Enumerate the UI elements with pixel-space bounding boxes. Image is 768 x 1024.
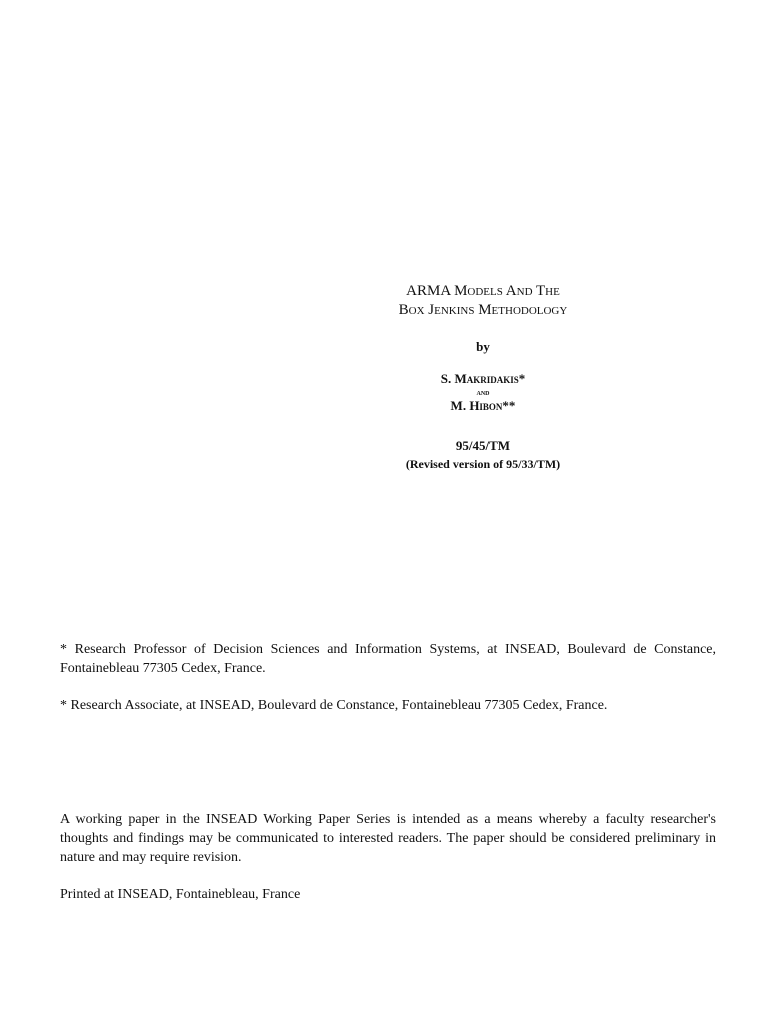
author-conjunction: and [476, 387, 490, 397]
footnote-makridakis: * Research Professor of Decision Sciences and Information Systems, at INSEAD, Boulevard de Constance, Fontainebleau 77305 Cedex, France. [60, 642, 716, 676]
title-block [353, 282, 613, 473]
paper-title-line-1: ARMA Models And The [406, 283, 560, 299]
paper-number: 95/45/TM [455, 438, 511, 453]
footnote-hibon: * Research Associate, at INSEAD, Boulevard de Constance, Fontainebleau 77305 Cedex, France. [60, 698, 608, 713]
revised-version-note: (Revised version of 95/33/TM) [405, 457, 561, 471]
author-hibon: M. Hibon** [450, 398, 516, 413]
author-makridakis: S. Makridakis* [440, 371, 526, 386]
working-paper-disclaimer: A working paper in the INSEAD Working Paper Series is intended as a means whereby a faculty researcher's thoughts and findings may be communicated to interested readers. The paper should be considered preliminary in nature and may require revision. [60, 812, 716, 865]
printed-at-line: Printed at INSEAD, Fontainebleau, France [60, 887, 301, 902]
paper-title-line-2: Box Jenkins Methodology [398, 302, 568, 318]
by-label: by [476, 339, 490, 354]
